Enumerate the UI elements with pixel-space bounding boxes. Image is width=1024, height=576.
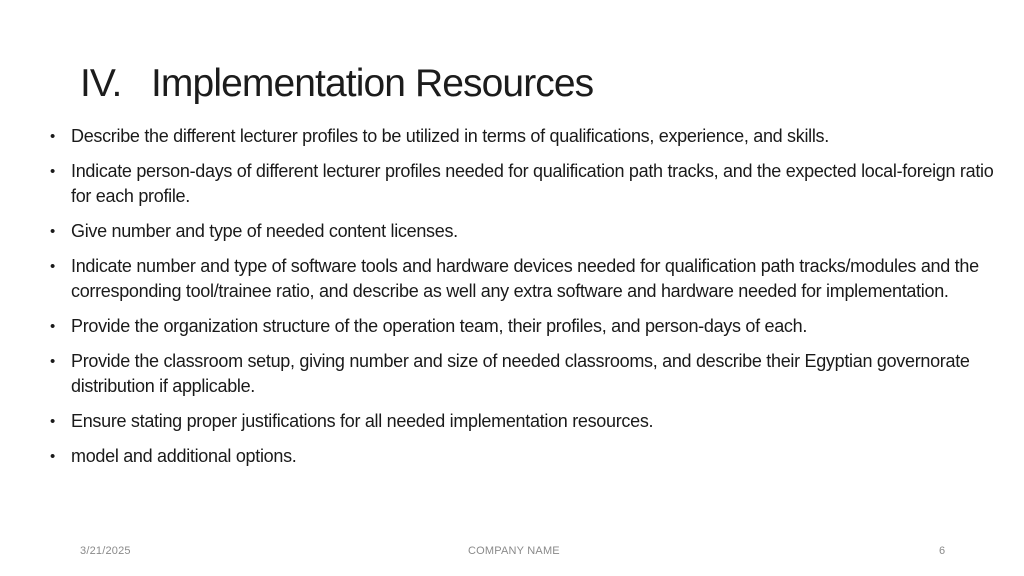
bullet-icon: • bbox=[50, 163, 55, 180]
bullet-icon: • bbox=[50, 413, 55, 430]
slide-title bbox=[80, 58, 593, 110]
title-number: IV. bbox=[80, 62, 122, 105]
bullet-text: Describe the different lecturer profiles to be utilized in terms of qualifications, experience, and skills. bbox=[71, 126, 829, 146]
bullet-item bbox=[48, 219, 998, 244]
bullet-text: Provide the organization structure of the operation team, their profiles, and person-days of each. bbox=[71, 316, 808, 336]
bullet-item bbox=[48, 124, 998, 149]
bullet-icon: • bbox=[50, 128, 55, 145]
bullet-icon: • bbox=[50, 318, 55, 335]
bullet-icon: • bbox=[50, 223, 55, 240]
bullet-item bbox=[48, 314, 998, 339]
bullet-text: Provide the classroom setup, giving number and size of needed classrooms, and describe their Egyptian governorate distribution if applicable. bbox=[71, 351, 970, 396]
bullet-item bbox=[48, 159, 998, 209]
bullet-list bbox=[48, 124, 998, 479]
bullet-item bbox=[48, 349, 998, 399]
footer-company-name: COMPANY NAME bbox=[468, 545, 560, 557]
bullet-text: Indicate number and type of software tools and hardware devices needed for qualification path tracks/modules and the corresponding tool/trainee ratio, and describe as well any extra software and hardware needed for implementation. bbox=[71, 256, 979, 301]
bullet-text: Ensure stating proper justifications for all needed implementation resources. bbox=[71, 411, 654, 431]
bullet-text: Indicate person-days of different lecturer profiles needed for qualification path tracks, and the expected local-foreign ratio for each profile. bbox=[71, 161, 994, 206]
bullet-text: Give number and type of needed content licenses. bbox=[71, 221, 458, 241]
footer-page-number: 6 bbox=[939, 545, 946, 557]
bullet-text: model and additional options. bbox=[71, 446, 297, 466]
title-text: Implementation Resources bbox=[151, 62, 594, 105]
bullet-icon: • bbox=[50, 448, 55, 465]
bullet-item bbox=[48, 254, 998, 304]
footer-date: 3/21/2025 bbox=[80, 545, 131, 557]
bullet-icon: • bbox=[50, 353, 55, 370]
bullet-icon: • bbox=[50, 258, 55, 275]
bullet-item bbox=[48, 444, 998, 469]
bullet-item bbox=[48, 409, 998, 434]
